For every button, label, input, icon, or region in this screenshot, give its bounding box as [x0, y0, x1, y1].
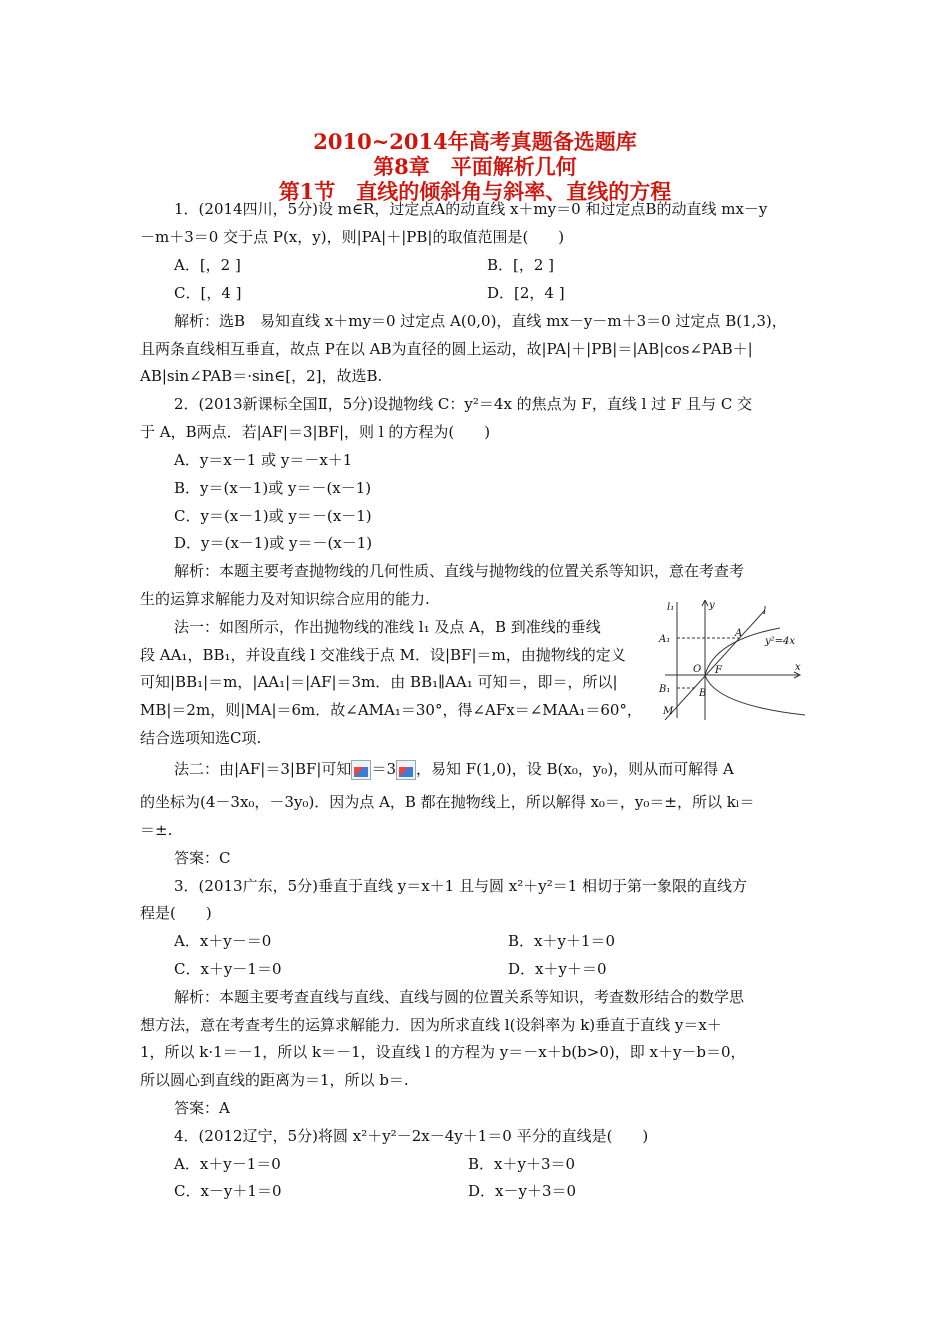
- q2-method2-line2: 的坐标为(4－3x₀，－3y₀)．因为点 A，B 都在抛物线上，所以解得 x₀＝，y₀＝±，所以 kₗ＝: [140, 793, 755, 811]
- parabola-lower: [705, 675, 805, 715]
- section-title: 第1节 直线的倾斜角与斜率、直线的方程: [278, 179, 672, 204]
- fig-label-l: l: [763, 606, 767, 617]
- q4-option-a: A．x＋y－1＝0: [174, 1155, 281, 1173]
- q1-solution-line2: 且两条直线相互垂直，故点 P在以 AB为直径的圆上运动，故|PA|＋|PB|＝|AB|cos∠PAB＋|: [140, 340, 753, 358]
- q2-method1-line5: 结合选项知选C项.: [140, 729, 262, 747]
- q2-option-d: D．y＝(x－1)或 y＝－(x－1): [174, 534, 373, 552]
- q1-option-b: B．[，2 ]: [487, 256, 555, 274]
- parabola-figure: [655, 600, 815, 720]
- q3-answer: 答案：A: [174, 1099, 230, 1117]
- q4-option-d: D．x－y＋3＝0: [468, 1182, 577, 1200]
- q2-solution-line1: 解析：本题主要考查抛物线的几何性质、直线与抛物线的位置关系等知识，意在考查考: [174, 562, 745, 580]
- q1-option-d: D．[2，4 ]: [487, 284, 565, 302]
- q2-method1-line3: 可知|BB₁|＝m，|AA₁|＝|AF|＝3m．由 BB₁∥AA₁ 可知＝，即＝，所以|: [140, 673, 618, 691]
- q2-method1-line2: 段 AA₁，BB₁，并设直线 l 交准线于点 M．设|BF|＝m，由抛物线的定义: [140, 646, 626, 664]
- q1-stem-line1: 1．(2014四川，5分)设 m∈R，过定点A的动直线 x＋my＝0 和过定点B的动直线 mx－y: [174, 200, 768, 218]
- q3-solution-line1: 解析：本题主要考查直线与直线、直线与圆的位置关系等知识，考查数形结合的数学思: [174, 988, 745, 1006]
- fig-label-parabola: y²=4x: [765, 636, 796, 647]
- fig-label-b: B: [699, 688, 707, 699]
- q3-option-d: D．x＋y＋＝0: [508, 960, 607, 978]
- fig-label-f: F: [715, 665, 722, 676]
- fig-label-m: M: [663, 706, 674, 717]
- fig-label-y: y: [709, 600, 715, 611]
- q4-option-c: C．x－y＋1＝0: [174, 1182, 282, 1200]
- chapter-title: 第8章 平面解析几何: [373, 154, 577, 179]
- q3-solution-line2: 想方法，意在考查考生的运算求解能力．因为所求直线 l(设斜率为 k)垂直于直线 y＝x＋: [140, 1016, 722, 1034]
- q3-option-c: C．x＋y－1＝0: [174, 960, 282, 978]
- q1-option-a: A．[，2 ]: [174, 256, 241, 274]
- q2-stem-line1: 2．(2013新课标全国Ⅱ，5分)设抛物线 C：y²＝4x 的焦点为 F，直线 l 过 F 且与 C 交: [174, 395, 753, 413]
- fig-label-a: A: [735, 628, 743, 639]
- q3-solution-line3: 1，所以 k·1＝－1，所以 k＝－1，设直线 l 的方程为 y＝－x＋b(b>0)，即 x＋y－b＝0，: [140, 1043, 746, 1061]
- q2-option-b: B．y＝(x－1)或 y＝－(x－1): [174, 479, 372, 497]
- q2-method1-line1: 法一：如图所示，作出抛物线的准线 l₁ 及点 A，B 到准线的垂线: [174, 618, 601, 636]
- q2-method2-text-b: ＝3: [371, 760, 396, 778]
- broken-image-icon: [351, 760, 371, 780]
- fig-label-a1: A₁: [659, 634, 671, 645]
- q1-solution-line1: 解析：选B 易知直线 x＋my＝0 过定点 A(0,0)，直线 mx－y－m＋3＝0 过定点 B(1,3)，: [174, 312, 787, 330]
- fig-label-x: x: [795, 662, 801, 673]
- q2-solution-line2: 生的运算求解能力及对知识综合应用的能力.: [140, 590, 430, 608]
- q2-method2-line3: ＝±.: [140, 821, 173, 839]
- q2-method2-text-a: 法二：由|AF|＝3|BF|可知: [174, 760, 352, 778]
- q2-stem-line2: 于 A，B两点．若|AF|＝3|BF|，则 l 的方程为( ): [140, 423, 491, 441]
- q2-method2-text-c: ，易知 F(1,0)，设 B(x₀，y₀)，则从而可解得 A: [415, 760, 734, 778]
- q2-option-c: C．y＝(x－1)或 y＝－(x－1): [174, 507, 372, 525]
- fig-label-l1: l₁: [667, 602, 675, 613]
- q3-option-b: B．x＋y＋1＝0: [508, 932, 616, 950]
- fig-label-b1: B₁: [659, 684, 671, 695]
- q1-solution-line3: AB|sin∠PAB＝·sin∈[，2]，故选B.: [140, 367, 383, 385]
- broken-image-icon: [396, 760, 416, 780]
- q3-option-a: A．x＋y－＝0: [174, 932, 272, 950]
- q1-option-c: C．[，4 ]: [174, 284, 242, 302]
- q2-method1-line4: MB|＝2m，则|MA|＝6m．故∠AMA₁＝30°，得∠AFx＝∠MAA₁＝60°，: [140, 701, 642, 719]
- q2-option-a: A．y＝x－1 或 y＝－x＋1: [174, 451, 353, 469]
- q3-solution-line4: 所以圆心到直线的距离为＝1，所以 b＝.: [140, 1071, 409, 1089]
- fig-label-o: O: [693, 664, 702, 675]
- q4-stem: 4．(2012辽宁，5分)将圆 x²＋y²－2x－4y＋1＝0 平分的直线是( ): [174, 1127, 649, 1145]
- q4-option-b: B．x＋y＋3＝0: [468, 1155, 576, 1173]
- q2-answer: 答案：C: [174, 849, 231, 867]
- q3-stem-line1: 3．(2013广东，5分)垂直于直线 y＝x＋1 且与圆 x²＋y²＝1 相切于第一象限的直线方: [174, 877, 748, 895]
- doc-title: 2010~2014年高考真题备选题库: [313, 129, 637, 154]
- q2-method2-line1: [174, 759, 734, 780]
- q1-stem-line2: －m＋3＝0 交于点 P(x，y)，则|PA|＋|PB|的取值范围是( ): [140, 228, 565, 246]
- q3-stem-line2: 程是( ): [140, 904, 212, 922]
